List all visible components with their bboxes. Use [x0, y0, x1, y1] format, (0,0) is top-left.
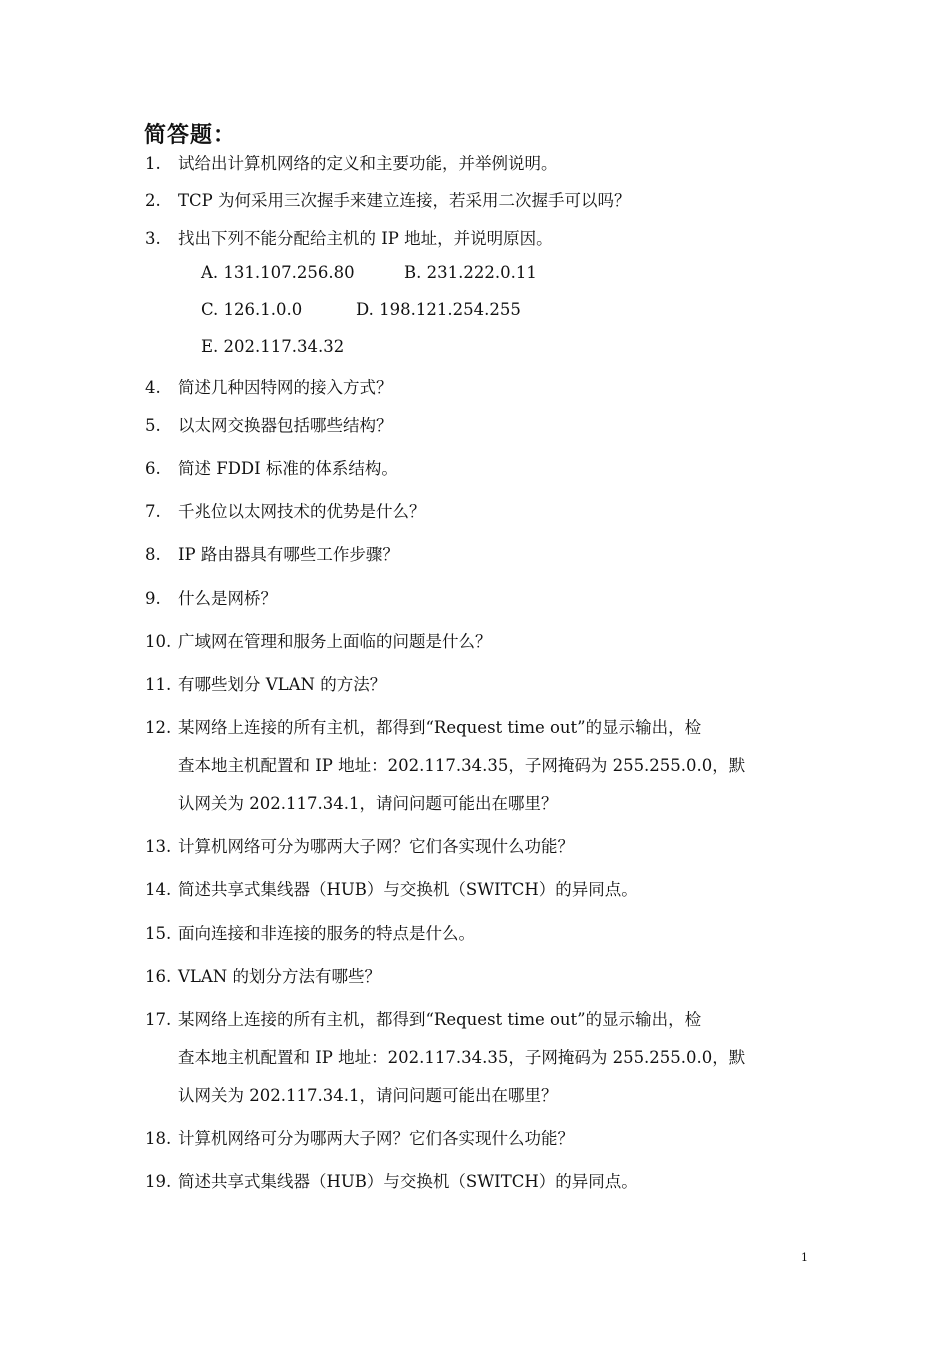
question-text: 简述共享式集线器（HUB）与交换机（SWITCH）的异同点。 [178, 880, 638, 899]
page-number: 1 [801, 1251, 808, 1264]
question-number: 18. [145, 1129, 172, 1148]
question-13 [145, 833, 574, 857]
question-text: 试给出计算机网络的定义和主要功能，并举例说明。 [178, 154, 558, 173]
question-1 [145, 150, 558, 174]
question-12-line-2: 查本地主机配置和 IP 地址：202.117.34.35，子网掩码为 255.255.0.0，默 [178, 756, 746, 775]
option-e: E. 202.117.34.32 [201, 337, 345, 356]
question-number: 2. [145, 191, 161, 210]
question-text: 某网络上连接的所有主机，都得到“Request time out”的显示输出，检 [178, 718, 702, 737]
question-number: 11. [145, 675, 172, 694]
question-text: 广域网在管理和服务上面临的问题是什么？ [178, 632, 492, 651]
question-text: 千兆位以太网技术的优势是什么？ [178, 502, 426, 521]
question-number: 17. [145, 1010, 172, 1029]
question-number: 6. [145, 459, 161, 478]
question-5 [145, 412, 393, 436]
question-3 [145, 225, 553, 249]
question-number: 4. [145, 378, 161, 397]
question-number: 12. [145, 718, 172, 737]
question-17-line-2: 查本地主机配置和 IP 地址：202.117.34.35，子网掩码为 255.255.0.0，默 [178, 1048, 746, 1067]
question-number: 7. [145, 502, 161, 521]
question-12 [145, 714, 701, 738]
question-text: 简述 FDDI 标准的体系结构。 [178, 459, 398, 478]
question-6 [145, 455, 398, 479]
question-text: 有哪些划分 VLAN 的方法？ [178, 675, 387, 694]
question-15 [145, 920, 475, 944]
question-text: 以太网交换器包括哪些结构？ [178, 416, 393, 435]
question-number: 8. [145, 545, 161, 564]
question-9 [145, 585, 277, 609]
question-number: 15. [145, 924, 172, 943]
question-number: 10. [145, 632, 172, 651]
question-text: IP 路由器具有哪些工作步骤？ [178, 545, 399, 564]
question-number: 5. [145, 416, 161, 435]
option-c: C. 126.1.0.0 [201, 300, 303, 319]
question-text: 什么是网桥？ [178, 589, 277, 608]
question-number: 3. [145, 229, 161, 248]
question-4 [145, 374, 393, 398]
question-2 [145, 187, 630, 211]
question-8 [145, 541, 399, 565]
question-text: TCP 为何采用三次握手来建立连接，若采用二次握手可以吗？ [178, 191, 631, 210]
question-19 [145, 1168, 638, 1192]
question-text: 找出下列不能分配给主机的 IP 地址，并说明原因。 [178, 229, 553, 248]
question-14 [145, 876, 638, 900]
question-17-line-3: 认网关为 202.117.34.1，请问问题可能出在哪里？ [178, 1086, 558, 1105]
question-text: 某网络上连接的所有主机，都得到“Request time out”的显示输出，检 [178, 1010, 702, 1029]
question-11 [145, 671, 386, 695]
question-number: 19. [145, 1172, 172, 1191]
question-17 [145, 1006, 701, 1030]
question-text: 简述共享式集线器（HUB）与交换机（SWITCH）的异同点。 [178, 1172, 638, 1191]
option-b: B. 231.222.0.11 [404, 263, 537, 282]
question-text: 计算机网络可分为哪两大子网？它们各实现什么功能？ [178, 1129, 574, 1148]
question-number: 14. [145, 880, 172, 899]
option-d: D. 198.121.254.255 [356, 300, 521, 319]
question-text: 面向连接和非连接的服务的特点是什么。 [178, 924, 475, 943]
question-12-line-3: 认网关为 202.117.34.1，请问问题可能出在哪里？ [178, 794, 558, 813]
section-title: 简答题： [144, 122, 237, 148]
question-7 [145, 498, 426, 522]
question-number: 9. [145, 589, 161, 608]
option-a: A. 131.107.256.80 [201, 263, 355, 282]
question-number: 13. [145, 837, 172, 856]
question-18 [145, 1125, 574, 1149]
question-16 [145, 963, 381, 987]
question-number: 16. [145, 967, 172, 986]
question-text: 计算机网络可分为哪两大子网？它们各实现什么功能？ [178, 837, 574, 856]
question-text: VLAN 的划分方法有哪些？ [178, 967, 381, 986]
question-10 [145, 628, 492, 652]
question-number: 1. [145, 154, 161, 173]
question-text: 简述几种因特网的接入方式？ [178, 378, 393, 397]
